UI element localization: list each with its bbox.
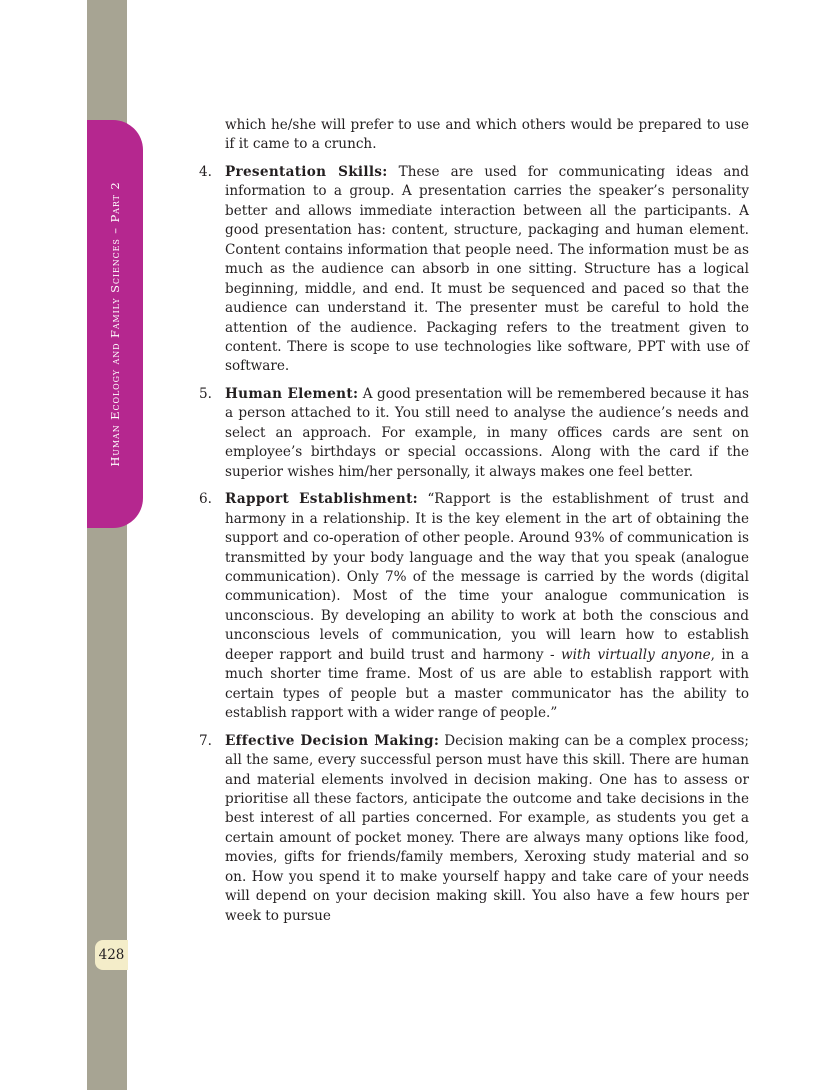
lead-paragraph: which he/she will prefer to use and which others would be prepared to use if it came to a crunch. [225, 117, 749, 153]
item-number: 5. [199, 385, 212, 402]
list-item-presentation-skills [199, 163, 749, 377]
item-text [225, 163, 749, 377]
item-title: Presentation Skills: [225, 163, 388, 180]
list-item-rapport-establishment [199, 490, 749, 723]
item-text [225, 732, 749, 927]
item-body: These are used for communicating ideas and information to a group. A presentation carries the speaker’s personality better and allows immediate interaction between all the participants. A good presentation has: content, structure, packaging and human element. Content contains information that people need. The information must be as much as the audience can absorb in one sitting. Structure has a logical beginning, middle, and end. It must be sequenced and paced so that the audience can understand it. The presenter must be careful to hold the attention of the audience. Packaging refers to the treatment given to content. There is scope to use technologies like software, PPT with use of software. [225, 163, 749, 375]
item-body-emphasis: with virtually anyone [560, 646, 711, 663]
item-number: 4. [199, 163, 212, 180]
item-body: A good presentation will be remembered because it has a person attached to it. You still need to analyse the audience’s needs and select an approach. For example, in many offices cards are sent on employee’s birthdays or special occassions. Along with the card if the superior wishes him/her personally, it always makes one feel better. [225, 385, 749, 480]
item-body: Decision making can be a complex process; all the same, every successful person must have this skill. There are human and material elements involved in decision making. One has to assess or prioritise all these factors, anticipate the outcome and take decisions in the best interest of all parties concerned. For example, as students you get a certain amount of pocket money. There are always many options like food, movies, gifts for friends/family members, Xeroxing study material and so on. How you spend it to make yourself happy and take care of your needs will depend on your decision making skill. You also have a few hours per week to pursue [225, 732, 749, 924]
item-body-continued: , in a much shorter time frame. Most of us are able to establish rapport with certain types of people but a master communicator has the ability to establish rapport with a wider range of people.” [225, 646, 749, 722]
item-title: Effective Decision Making: [225, 732, 440, 749]
item-title: Human Element: [225, 385, 359, 402]
item-number: 6. [199, 491, 212, 508]
item-number: 7. [199, 732, 212, 749]
running-head: Human Ecology and Family Sciences – Part 2 [108, 181, 122, 467]
page-number: 428 [95, 940, 128, 970]
list-item-effective-decision-making [199, 732, 749, 927]
list-item-human-element [199, 385, 749, 482]
item-title: Rapport Establishment: [225, 491, 418, 508]
page-content [199, 116, 749, 934]
item-body: “Rapport is the establishment of trust and harmony in a relationship. It is the key element in the art of obtaining the support and co-operation of other people. Around 93% of communication is transmitted by your body language and the way that you speak (analogue communication). Only 7% of the message is carried by the words (digital communication). Most of the time your analogue communication is unconscious. By developing an ability to work at both the conscious and unconscious levels of communication, you will learn how to establish deeper rapport and build trust and harmony - [225, 491, 749, 663]
item-text [225, 385, 749, 482]
item-text [225, 490, 749, 723]
skills-list [199, 163, 749, 926]
